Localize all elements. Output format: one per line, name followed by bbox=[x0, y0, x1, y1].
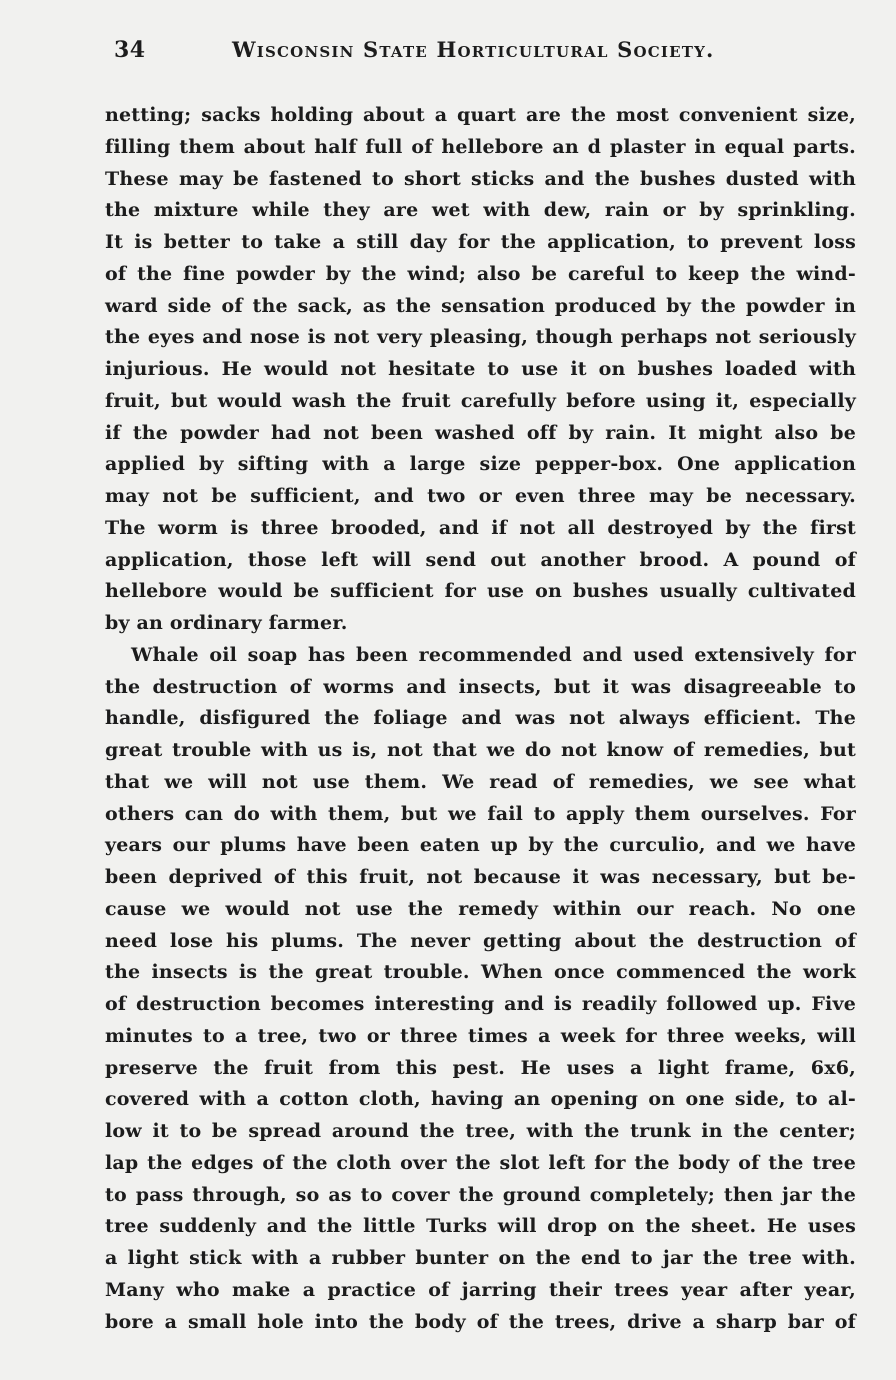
text-line: lap the edges of the cloth over the slot left for the body of the tree bbox=[105, 1151, 856, 1174]
text-line: the mixture while they are wet with dew, rain or by sprinkling. bbox=[105, 199, 856, 222]
text-line: to pass through, so as to cover the ground completely; then jar the bbox=[105, 1183, 856, 1206]
text-line: low it to be spread around the tree, with the trunk in the center; bbox=[105, 1120, 856, 1142]
text-line: The worm is three brooded, and if not all destroyed by the first bbox=[105, 516, 856, 539]
text-line: by an ordinary farmer. bbox=[105, 612, 348, 634]
text-line: applied by sifting with a large size pepper-box. One application bbox=[105, 453, 856, 476]
page-header bbox=[104, 37, 856, 69]
text-line: if the powder had not been washed off by rain. It might also be bbox=[105, 421, 856, 444]
text-line: fruit, but would wash the fruit carefully before using it, especially bbox=[105, 389, 856, 412]
text-line: great trouble with us is, not that we do not know of remedies, but bbox=[105, 739, 856, 761]
text-line: that we will not use them. We read of remedies, we see what bbox=[105, 770, 856, 793]
text-line: years our plums have been eaten up by the curculio, and we have bbox=[105, 834, 856, 857]
text-line: been deprived of this fruit, not because it was necessary, but be- bbox=[105, 866, 856, 888]
body-text bbox=[105, 100, 856, 1338]
text-line: application, those left will send out another brood. A pound of bbox=[105, 548, 856, 571]
running-head: Wisconsin State Horticultural Society. bbox=[232, 37, 715, 62]
text-line: minutes to a tree, two or three times a week for three weeks, will bbox=[105, 1024, 856, 1047]
text-line: injurious. He would not hesitate to use it on bushes loaded with bbox=[105, 358, 856, 380]
text-line: It is better to take a still day for the application, to prevent loss bbox=[105, 231, 856, 253]
text-line: preserve the fruit from this pest. He uses a light frame, 6x6, bbox=[105, 1056, 856, 1079]
text-line: ward side of the sack, as the sensation produced by the powder in bbox=[105, 294, 856, 317]
text-line: others can do with them, but we fail to apply them ourselves. For bbox=[105, 802, 856, 825]
text-line: need lose his plums. The never getting about the destruction of bbox=[105, 929, 856, 952]
text-line: cause we would not use the remedy within our reach. No one bbox=[105, 897, 856, 920]
text-line: Many who make a practice of jarring their trees year after year, bbox=[105, 1278, 856, 1301]
text-line: the insects is the great trouble. When once commenced the work bbox=[105, 961, 856, 984]
text-line: of destruction becomes interesting and is readily followed up. Five bbox=[105, 993, 856, 1015]
text-line: These may be fastened to short sticks and the bushes dusted with bbox=[105, 167, 856, 190]
text-line: covered with a cotton cloth, having an opening on one side, to al- bbox=[105, 1088, 856, 1111]
text-line: bore a small hole into the body of the trees, drive a sharp bar of bbox=[105, 1310, 856, 1333]
text-line: hellebore would be sufficient for use on bushes usually cultivated bbox=[105, 580, 856, 603]
text-line: of the fine powder by the wind; also be careful to keep the wind- bbox=[105, 262, 856, 285]
text-line: netting; sacks holding about a quart are the most convenient size, bbox=[105, 104, 856, 126]
text-line: filling them about half full of hellebore an d plaster in equal parts. bbox=[105, 135, 856, 158]
page-number: 34 bbox=[114, 37, 146, 63]
text-line: may not be sufficient, and two or even three may be necessary. bbox=[105, 485, 856, 507]
text-line: the eyes and nose is not very pleasing, though perhaps not seriously bbox=[105, 326, 856, 349]
text-line: the destruction of worms and insects, but it was disagreeable to bbox=[105, 675, 856, 698]
text-line: handle, disfigured the foliage and was not always efficient. The bbox=[105, 707, 856, 730]
text-line: a light stick with a rubber bunter on the end to jar the tree with. bbox=[105, 1247, 856, 1269]
text-line: Whale oil soap has been recommended and used extensively for bbox=[131, 643, 856, 666]
text-line: tree suddenly and the little Turks will drop on the sheet. He uses bbox=[105, 1215, 856, 1238]
